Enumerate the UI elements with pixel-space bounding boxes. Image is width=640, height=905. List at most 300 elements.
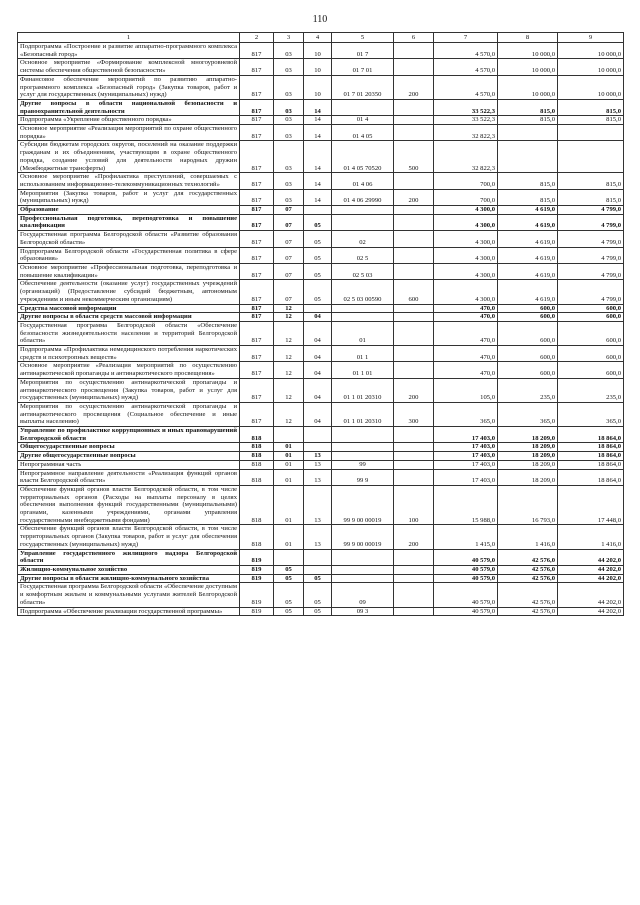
table-row (18, 469, 624, 485)
expense-type-cell (394, 574, 434, 583)
amount-year2-cell: 600,0 (498, 346, 558, 362)
table-row (18, 263, 624, 279)
amount-year1-cell: 105,0 (434, 378, 498, 402)
section-code-cell: 03 (274, 189, 304, 205)
amount-year1-cell: 17 403,0 (434, 460, 498, 469)
subsection-code-cell: 04 (304, 378, 332, 402)
column-header-7: 7 (434, 33, 498, 43)
row-name-cell: Обеспечение функций органов власти Белгородской области, в том числе территориальных органов (Закупка товаров, работ и услуг для обеспечения государственных (муниципальных) нужд) (18, 525, 240, 549)
section-code-cell: 05 (274, 607, 304, 616)
row-name-cell: Обеспечение функций органов власти Белгородской области, в том числе территориальных органов (Расходы на выплаты персоналу в целях обеспечения выполнения функций государственными (муниципальными) органами, казенными учреждениями, органами управления государственными внебюджетными фондами) (18, 485, 240, 525)
row-name-cell: Профессиональная подготовка, переподготовка и повышение квалификации (18, 214, 240, 230)
budget-table (17, 32, 624, 616)
target-article-cell: 02 5 03 00590 (332, 280, 394, 304)
amount-year3-cell: 44 202,0 (558, 566, 624, 575)
target-article-cell (332, 313, 394, 322)
amount-year3-cell: 18 864,0 (558, 427, 624, 443)
table-row (18, 173, 624, 189)
amount-year1-cell: 4 570,0 (434, 75, 498, 99)
amount-year1-cell: 470,0 (434, 346, 498, 362)
subsection-code-cell: 13 (304, 469, 332, 485)
amount-year1-cell: 40 579,0 (434, 583, 498, 607)
row-name-cell: Другие вопросы в области жилищно-коммунального хозяйства (18, 574, 240, 583)
ministry-code-cell: 817 (240, 214, 274, 230)
amount-year2-cell: 1 416,0 (498, 525, 558, 549)
amount-year1-cell: 40 579,0 (434, 566, 498, 575)
table-row (18, 321, 624, 345)
target-article-cell: 01 7 01 (332, 59, 394, 75)
expense-type-cell (394, 427, 434, 443)
section-code-cell: 05 (274, 566, 304, 575)
amount-year1-cell: 4 300,0 (434, 231, 498, 247)
ministry-code-cell: 819 (240, 549, 274, 565)
amount-year3-cell: 600,0 (558, 313, 624, 322)
subsection-code-cell: 05 (304, 280, 332, 304)
ministry-code-cell: 817 (240, 402, 274, 426)
section-code-cell: 07 (274, 280, 304, 304)
subsection-code-cell: 10 (304, 43, 332, 59)
expense-type-cell: 300 (394, 402, 434, 426)
subsection-code-cell (304, 427, 332, 443)
amount-year2-cell: 18 209,0 (498, 452, 558, 461)
target-article-cell (332, 304, 394, 313)
amount-year2-cell: 815,0 (498, 173, 558, 189)
amount-year3-cell: 44 202,0 (558, 607, 624, 616)
amount-year1-cell: 1 415,0 (434, 525, 498, 549)
amount-year2-cell: 18 209,0 (498, 427, 558, 443)
column-header-9: 9 (558, 33, 624, 43)
target-article-cell (332, 443, 394, 452)
target-article-cell: 09 (332, 583, 394, 607)
amount-year2-cell: 42 576,0 (498, 574, 558, 583)
amount-year3-cell: 10 000,0 (558, 59, 624, 75)
section-code-cell: 01 (274, 485, 304, 525)
amount-year3-cell: 18 864,0 (558, 443, 624, 452)
subsection-code-cell: 05 (304, 574, 332, 583)
amount-year3-cell: 235,0 (558, 378, 624, 402)
expense-type-cell (394, 443, 434, 452)
section-code-cell: 07 (274, 231, 304, 247)
section-code-cell: 12 (274, 313, 304, 322)
ministry-code-cell: 817 (240, 321, 274, 345)
expense-type-cell (394, 583, 434, 607)
table-header (18, 33, 624, 43)
amount-year3-cell: 10 000,0 (558, 75, 624, 99)
target-article-cell: 99 (332, 460, 394, 469)
section-code-cell: 12 (274, 346, 304, 362)
section-code-cell: 12 (274, 378, 304, 402)
section-code-cell: 03 (274, 173, 304, 189)
subsection-code-cell: 04 (304, 313, 332, 322)
target-article-cell (332, 214, 394, 230)
amount-year1-cell: 470,0 (434, 362, 498, 378)
expense-type-cell: 200 (394, 75, 434, 99)
section-code-cell: 01 (274, 525, 304, 549)
table-row (18, 125, 624, 141)
amount-year1-cell: 32 822,3 (434, 141, 498, 173)
table-row (18, 583, 624, 607)
table-row (18, 116, 624, 125)
amount-year3-cell: 4 799,0 (558, 280, 624, 304)
amount-year3-cell: 600,0 (558, 362, 624, 378)
expense-type-cell (394, 304, 434, 313)
expense-type-cell (394, 231, 434, 247)
ministry-code-cell: 817 (240, 141, 274, 173)
target-article-cell (332, 574, 394, 583)
section-code-cell: 07 (274, 214, 304, 230)
ministry-code-cell: 819 (240, 583, 274, 607)
target-article-cell: 01 7 01 20350 (332, 75, 394, 99)
amount-year2-cell: 4 619,0 (498, 214, 558, 230)
amount-year1-cell: 33 522,3 (434, 116, 498, 125)
section-code-cell: 03 (274, 59, 304, 75)
section-code-cell: 07 (274, 206, 304, 215)
target-article-cell: 01 4 05 (332, 125, 394, 141)
expense-type-cell (394, 173, 434, 189)
amount-year1-cell: 17 403,0 (434, 469, 498, 485)
subsection-code-cell (304, 304, 332, 313)
amount-year3-cell (558, 141, 624, 173)
table-row (18, 460, 624, 469)
section-code-cell: 12 (274, 304, 304, 313)
amount-year1-cell: 4 300,0 (434, 214, 498, 230)
amount-year2-cell: 4 619,0 (498, 280, 558, 304)
ministry-code-cell: 818 (240, 452, 274, 461)
section-code-cell: 05 (274, 583, 304, 607)
row-name-cell: Финансовое обеспечение мероприятий по развитию аппаратно-программного комплекса «Безопасный город» (Закупка товаров, работ и услуг для государственных (муниципальных) нужд) (18, 75, 240, 99)
amount-year1-cell: 365,0 (434, 402, 498, 426)
ministry-code-cell: 818 (240, 485, 274, 525)
subsection-code-cell: 04 (304, 321, 332, 345)
ministry-code-cell: 819 (240, 607, 274, 616)
amount-year3-cell: 815,0 (558, 173, 624, 189)
amount-year2-cell (498, 141, 558, 173)
amount-year3-cell: 815,0 (558, 189, 624, 205)
expense-type-cell (394, 346, 434, 362)
amount-year1-cell: 4 570,0 (434, 59, 498, 75)
amount-year2-cell: 10 000,0 (498, 59, 558, 75)
expense-type-cell (394, 452, 434, 461)
amount-year2-cell: 18 209,0 (498, 460, 558, 469)
subsection-code-cell (304, 443, 332, 452)
target-article-cell: 01 1 01 20310 (332, 402, 394, 426)
amount-year3-cell: 600,0 (558, 346, 624, 362)
table-row (18, 313, 624, 322)
section-code-cell: 07 (274, 263, 304, 279)
table-row (18, 75, 624, 99)
row-name-cell: Обеспечение деятельности (оказание услуг) государственных учреждений (организаций) (Предоставление субсидий бюджетным, автономным учреждениям и иным некоммерческим организациям) (18, 280, 240, 304)
subsection-code-cell: 04 (304, 346, 332, 362)
target-article-cell: 01 4 (332, 116, 394, 125)
row-name-cell: Мероприятия по осуществлению антинаркотической пропаганды и антинаркотического просвещения (Закупка товаров, работ и услуг для государственных (муниципальных) нужд) (18, 378, 240, 402)
row-name-cell: Мероприятия по осуществлению антинаркотической пропаганды и антинаркотического просвещения (Социальное обеспечение и иные выплаты населению) (18, 402, 240, 426)
target-article-cell: 09 3 (332, 607, 394, 616)
amount-year2-cell: 815,0 (498, 116, 558, 125)
row-name-cell: Основное мероприятие «Формирование комплексной многоуровневой системы обеспечения общественной безопасности» (18, 59, 240, 75)
ministry-code-cell: 818 (240, 443, 274, 452)
amount-year1-cell: 4 300,0 (434, 206, 498, 215)
amount-year3-cell: 18 864,0 (558, 469, 624, 485)
table-row (18, 214, 624, 230)
amount-year3-cell: 600,0 (558, 304, 624, 313)
subsection-code-cell: 13 (304, 525, 332, 549)
row-name-cell: Жилищно-коммунальное хозяйство (18, 566, 240, 575)
header-row (18, 33, 624, 43)
expense-type-cell (394, 43, 434, 59)
amount-year2-cell: 600,0 (498, 313, 558, 322)
amount-year1-cell: 700,0 (434, 189, 498, 205)
row-name-cell: Образование (18, 206, 240, 215)
amount-year3-cell: 4 799,0 (558, 263, 624, 279)
amount-year2-cell: 4 619,0 (498, 263, 558, 279)
section-code-cell: 12 (274, 362, 304, 378)
target-article-cell: 02 5 03 (332, 263, 394, 279)
amount-year3-cell: 4 799,0 (558, 231, 624, 247)
amount-year1-cell: 40 579,0 (434, 574, 498, 583)
amount-year1-cell: 32 822,3 (434, 125, 498, 141)
table-row (18, 189, 624, 205)
row-name-cell: Государственная программа Белгородской области «Обеспечение доступным и комфортным жильем и коммунальными услугами жителей Белгородской области» (18, 583, 240, 607)
expense-type-cell (394, 321, 434, 345)
amount-year2-cell: 235,0 (498, 378, 558, 402)
amount-year3-cell: 44 202,0 (558, 549, 624, 565)
ministry-code-cell: 819 (240, 566, 274, 575)
amount-year3-cell: 44 202,0 (558, 574, 624, 583)
expense-type-cell: 100 (394, 485, 434, 525)
target-article-cell: 01 1 01 (332, 362, 394, 378)
amount-year2-cell: 4 619,0 (498, 247, 558, 263)
table-row (18, 59, 624, 75)
target-article-cell (332, 206, 394, 215)
amount-year2-cell: 42 576,0 (498, 583, 558, 607)
expense-type-cell (394, 549, 434, 565)
expense-type-cell (394, 313, 434, 322)
ministry-code-cell: 817 (240, 59, 274, 75)
ministry-code-cell: 817 (240, 206, 274, 215)
ministry-code-cell: 817 (240, 378, 274, 402)
row-name-cell: Другие вопросы в области средств массовой информации (18, 313, 240, 322)
section-code-cell: 12 (274, 402, 304, 426)
row-name-cell: Непрограммное направление деятельности «Реализация функций органов власти Белгородской области» (18, 469, 240, 485)
amount-year1-cell: 17 403,0 (434, 452, 498, 461)
amount-year2-cell: 16 793,0 (498, 485, 558, 525)
subsection-code-cell: 05 (304, 231, 332, 247)
table-row (18, 231, 624, 247)
amount-year2-cell: 42 576,0 (498, 607, 558, 616)
table-row (18, 402, 624, 426)
page-number: 110 (312, 14, 328, 25)
column-header-8: 8 (498, 33, 558, 43)
section-code-cell: 03 (274, 141, 304, 173)
ministry-code-cell: 817 (240, 362, 274, 378)
table-row (18, 427, 624, 443)
amount-year2-cell: 600,0 (498, 321, 558, 345)
row-name-cell: Основное мероприятие «Профилактика преступлений, совершаемых с использованием информационно-телекоммуникационных технологий» (18, 173, 240, 189)
ministry-code-cell: 817 (240, 280, 274, 304)
target-article-cell (332, 452, 394, 461)
amount-year1-cell: 4 300,0 (434, 263, 498, 279)
ministry-code-cell: 819 (240, 574, 274, 583)
ministry-code-cell: 818 (240, 525, 274, 549)
section-code-cell: 07 (274, 247, 304, 263)
amount-year1-cell: 4 300,0 (434, 247, 498, 263)
amount-year1-cell: 17 403,0 (434, 427, 498, 443)
amount-year3-cell (558, 125, 624, 141)
amount-year3-cell: 815,0 (558, 116, 624, 125)
row-name-cell: Непрограммная часть (18, 460, 240, 469)
amount-year3-cell: 4 799,0 (558, 214, 624, 230)
ministry-code-cell: 818 (240, 460, 274, 469)
amount-year1-cell: 470,0 (434, 313, 498, 322)
amount-year3-cell: 815,0 (558, 99, 624, 115)
table-row (18, 607, 624, 616)
table-row (18, 574, 624, 583)
table-body (18, 43, 624, 616)
subsection-code-cell: 05 (304, 263, 332, 279)
expense-type-cell (394, 460, 434, 469)
subsection-code-cell (304, 549, 332, 565)
ministry-code-cell: 818 (240, 427, 274, 443)
amount-year2-cell: 10 000,0 (498, 75, 558, 99)
expense-type-cell (394, 247, 434, 263)
table-row (18, 247, 624, 263)
expense-type-cell: 200 (394, 525, 434, 549)
target-article-cell: 99 9 (332, 469, 394, 485)
row-name-cell: Государственная программа Белгородской области «Развитие образования Белгородской области» (18, 231, 240, 247)
table-row (18, 43, 624, 59)
target-article-cell: 99 9 00 00019 (332, 525, 394, 549)
expense-type-cell (394, 99, 434, 115)
subsection-code-cell: 10 (304, 59, 332, 75)
target-article-cell: 02 5 (332, 247, 394, 263)
table-row (18, 141, 624, 173)
expense-type-cell (394, 263, 434, 279)
expense-type-cell: 600 (394, 280, 434, 304)
amount-year2-cell (498, 125, 558, 141)
row-name-cell: Подпрограмма Белгородской области «Государственная политика в сфере образования» (18, 247, 240, 263)
expense-type-cell (394, 206, 434, 215)
row-name-cell: Управление по профилактике коррупционных и иных правонарушений Белгородской области (18, 427, 240, 443)
expense-type-cell (394, 116, 434, 125)
subsection-code-cell: 14 (304, 173, 332, 189)
row-name-cell: Подпрограмма «Построение и развитие аппаратно-программного комплекса «Безопасный город» (18, 43, 240, 59)
target-article-cell (332, 566, 394, 575)
subsection-code-cell: 05 (304, 607, 332, 616)
subsection-code-cell: 13 (304, 485, 332, 525)
amount-year3-cell: 18 864,0 (558, 452, 624, 461)
section-code-cell: 03 (274, 125, 304, 141)
table-row (18, 378, 624, 402)
row-name-cell: Управление государственного жилищного надзора Белгородской области (18, 549, 240, 565)
section-code-cell: 03 (274, 116, 304, 125)
amount-year3-cell: 365,0 (558, 402, 624, 426)
column-header-4: 4 (304, 33, 332, 43)
ministry-code-cell: 817 (240, 247, 274, 263)
amount-year3-cell: 1 416,0 (558, 525, 624, 549)
table-row (18, 443, 624, 452)
amount-year2-cell: 18 209,0 (498, 443, 558, 452)
amount-year2-cell: 815,0 (498, 189, 558, 205)
row-name-cell: Мероприятия (Закупка товаров, работ и услуг для государственных (муниципальных) нужд) (18, 189, 240, 205)
ministry-code-cell: 817 (240, 75, 274, 99)
section-code-cell (274, 427, 304, 443)
ministry-code-cell: 817 (240, 99, 274, 115)
amount-year1-cell: 40 579,0 (434, 607, 498, 616)
table-row (18, 206, 624, 215)
row-name-cell: Средства массовой информации (18, 304, 240, 313)
section-code-cell: 01 (274, 460, 304, 469)
target-article-cell: 02 (332, 231, 394, 247)
column-header-3: 3 (274, 33, 304, 43)
amount-year1-cell: 17 403,0 (434, 443, 498, 452)
table-row (18, 280, 624, 304)
row-name-cell: Субсидии бюджетам городских округов, поселений на оказание поддержки гражданам и их объединениям, участвующим в охране общественного порядка, создание условий для деятельности народных дружин (Межбюджетные трансферты) (18, 141, 240, 173)
amount-year3-cell: 18 864,0 (558, 460, 624, 469)
ministry-code-cell: 817 (240, 125, 274, 141)
subsection-code-cell: 10 (304, 75, 332, 99)
target-article-cell: 01 4 05 70520 (332, 141, 394, 173)
amount-year3-cell: 4 799,0 (558, 206, 624, 215)
column-header-2: 2 (240, 33, 274, 43)
ministry-code-cell: 817 (240, 346, 274, 362)
target-article-cell: 01 7 (332, 43, 394, 59)
subsection-code-cell (304, 206, 332, 215)
target-article-cell (332, 427, 394, 443)
column-header-5: 5 (332, 33, 394, 43)
ministry-code-cell: 817 (240, 189, 274, 205)
subsection-code-cell (304, 566, 332, 575)
table-row (18, 99, 624, 115)
target-article-cell: 01 4 06 (332, 173, 394, 189)
section-code-cell: 03 (274, 99, 304, 115)
amount-year1-cell: 4 570,0 (434, 43, 498, 59)
section-code-cell: 03 (274, 43, 304, 59)
section-code-cell: 01 (274, 443, 304, 452)
section-code-cell (274, 549, 304, 565)
amount-year3-cell: 4 799,0 (558, 247, 624, 263)
column-header-6: 6 (394, 33, 434, 43)
subsection-code-cell: 04 (304, 362, 332, 378)
amount-year1-cell: 470,0 (434, 304, 498, 313)
target-article-cell: 01 4 06 29990 (332, 189, 394, 205)
target-article-cell: 99 9 00 00019 (332, 485, 394, 525)
amount-year2-cell: 4 619,0 (498, 206, 558, 215)
amount-year1-cell: 4 300,0 (434, 280, 498, 304)
amount-year3-cell: 17 448,0 (558, 485, 624, 525)
ministry-code-cell: 817 (240, 263, 274, 279)
expense-type-cell (394, 362, 434, 378)
subsection-code-cell: 14 (304, 189, 332, 205)
column-header-1: 1 (18, 33, 240, 43)
amount-year2-cell: 18 209,0 (498, 469, 558, 485)
subsection-code-cell: 14 (304, 125, 332, 141)
row-name-cell: Общегосударственные вопросы (18, 443, 240, 452)
row-name-cell: Подпрограмма «Профилактика немедицинского потребления наркотических средств и психотропных веществ» (18, 346, 240, 362)
target-article-cell: 01 1 (332, 346, 394, 362)
subsection-code-cell: 14 (304, 116, 332, 125)
subsection-code-cell: 05 (304, 247, 332, 263)
amount-year2-cell: 42 576,0 (498, 549, 558, 565)
section-code-cell: 05 (274, 574, 304, 583)
section-code-cell: 01 (274, 469, 304, 485)
amount-year2-cell: 365,0 (498, 402, 558, 426)
ministry-code-cell: 817 (240, 313, 274, 322)
subsection-code-cell: 05 (304, 214, 332, 230)
amount-year1-cell: 40 579,0 (434, 549, 498, 565)
expense-type-cell (394, 125, 434, 141)
subsection-code-cell: 14 (304, 141, 332, 173)
amount-year2-cell: 600,0 (498, 304, 558, 313)
